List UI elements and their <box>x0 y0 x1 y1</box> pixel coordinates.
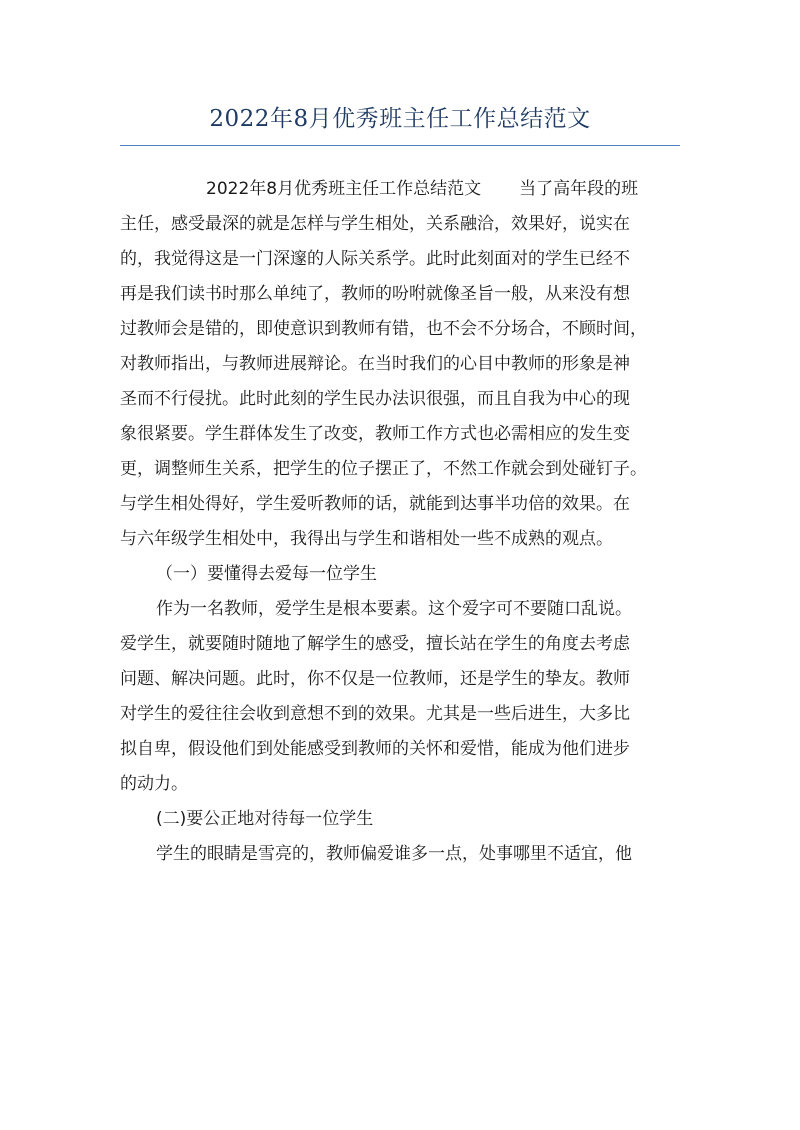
paragraph-line: 圣而不行侵扰。此时此刻的学生民办法识很强，而且自我为中心的现 <box>120 389 630 409</box>
paragraph-line: 象很紧要。学生群体发生了改变，教师工作方式也必需相应的发生变 <box>120 424 630 444</box>
document-title: 2022年8月优秀班主任工作总结范文 <box>209 106 591 132</box>
title-underline <box>120 145 680 146</box>
paragraph-line: 的，我觉得这是一门深邃的人际关系学。此时此刻面对的学生已经不 <box>120 249 630 269</box>
paragraph-line: 更，调整师生关系，把学生的位子摆正了，不然工作就会到处碰钉子。 <box>120 459 647 479</box>
intro-first-line <box>120 172 680 207</box>
section-heading-2: (二)要公正地对待每一位学生 <box>156 809 374 829</box>
paragraph-line: 拟自卑，假设他们到处能感受到教师的关怀和爱惜，能成为他们进步 <box>120 739 630 759</box>
paragraph-line: 爱学生，就要随时随地了解学生的感受，擅长站在学生的角度去考虑 <box>120 634 630 654</box>
paragraph-line: 对学生的爱往往会收到意想不到的效果。尤其是一些后进生，大多比 <box>120 704 630 724</box>
paragraph-line: 与学生相处得好，学生爱听教师的话，就能到达事半功倍的效果。在 <box>120 494 630 514</box>
paragraph-line: 对教师指出，与教师进展辩论。在当时我们的心目中教师的形象是神 <box>120 354 630 374</box>
paragraph-line: 与六年级学生相处中，我得出与学生和谐相处一些不成熟的观点。 <box>120 529 613 549</box>
section-heading-1: （一）要懂得去爱每一位学生 <box>156 564 377 584</box>
intro-first-line-text: 当了高年段的班 <box>519 179 639 199</box>
paragraph-line: 问题、解决问题。此时，你不仅是一位教师，还是学生的挚友。教师 <box>120 669 630 689</box>
paragraph-line: 主任，感受最深的就是怎样与学生相处，关系融洽，效果好，说实在 <box>120 214 630 234</box>
intro-heading: 2022年8月优秀班主任工作总结范文 <box>206 179 482 199</box>
paragraph-line: 的动力。 <box>120 774 188 794</box>
document-body <box>120 172 680 872</box>
paragraph-line: 再是我们读书时那么单纯了，教师的吩咐就像圣旨一般，从来没有想 <box>120 284 630 304</box>
paragraph-line: 学生的眼睛是雪亮的，教师偏爱谁多一点，处事哪里不适宜，他 <box>156 844 632 864</box>
paragraph-line: 过教师会是错的，即使意识到教师有错，也不会不分场合，不顾时间， <box>120 319 647 339</box>
paragraph-line: 作为一名教师，爱学生是根本要素。这个爱字可不要随口乱说。 <box>156 599 632 619</box>
